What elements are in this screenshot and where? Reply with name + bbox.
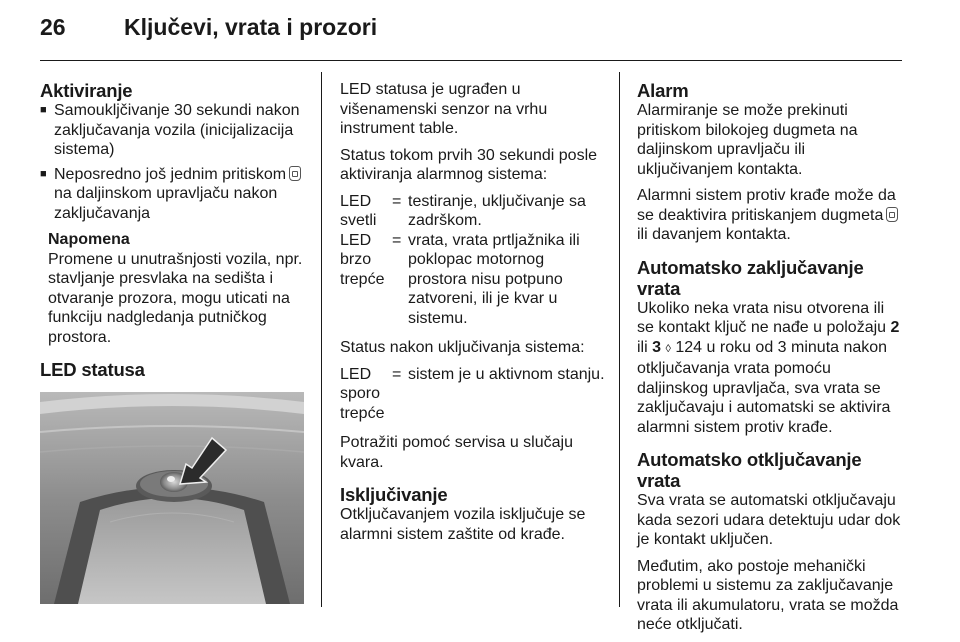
definition-row xyxy=(340,192,606,231)
position-3: 3 xyxy=(652,338,662,356)
alarm-heading: Alarm xyxy=(637,80,689,101)
definition-description: testiranje, uključivanje sa zadrškom. xyxy=(408,192,586,229)
definition-equals: = xyxy=(392,365,402,383)
bullet-square-icon: ■ xyxy=(40,167,47,180)
led-status-heading: LED statusa xyxy=(40,359,145,380)
definition-term: LED sporo trepće xyxy=(340,365,385,422)
column-divider-2 xyxy=(619,72,620,607)
deactivation-heading: Isključivanje xyxy=(340,484,448,505)
led-intro-paragraph: LED statusa je ugrađen u višenamenski senzor na vrhu instrument table. xyxy=(340,81,548,137)
definition-row xyxy=(340,365,606,424)
autolock-text-end: 124 u roku od 3 minuta nakon otključavanja vrata pomoću daljinskog upravljača, sva vrata se zaključavaju i automatski se aktivira alarmni sistem protiv krađe. xyxy=(637,338,891,436)
autolock-text-start: Ukoliko neka vrata nisu otvorena ili se kontakt ključ ne nađe u položaju xyxy=(637,299,887,336)
definition-description: sistem je u aktivnom stanju. xyxy=(408,365,605,383)
definition-equals: = xyxy=(392,192,402,210)
autounlock-paragraph-1: Sva vrata se automatski otključavaju kada sezori udara detektuju udar dok je kontakt uključen. xyxy=(637,492,901,548)
bullet-text-start: Neposredno još jednim pritiskom xyxy=(54,165,287,183)
column-1 xyxy=(40,80,308,604)
definition-row xyxy=(340,231,606,329)
activation-heading: Aktiviranje xyxy=(40,80,133,101)
page-title: Ključevi, vrata i prozori xyxy=(124,14,378,40)
position-2: 2 xyxy=(890,319,900,336)
note-text: Promene u unutrašnjosti vozila, npr. stavljanje presvlaka na sedišta i otvaranje prozora, mogu uticati na funkciju nadgledanja putničkog prostora. xyxy=(48,250,303,346)
alarm-text-start: Alarmni sistem protiv krađe može da se deaktivira pritiskanjem dugmeta xyxy=(637,187,896,224)
alarm-text-end: ili davanjem kontakta. xyxy=(637,226,791,243)
page-header xyxy=(40,14,377,50)
autounlock-heading: Automatsko otključavanje vrata xyxy=(637,449,862,491)
column-divider-1 xyxy=(321,72,322,607)
status-first-paragraph: Status tokom prvih 30 sekundi posle aktiviranja alarmnog sistema: xyxy=(340,146,598,183)
alarm-paragraph-1: Alarmiranje se može prekinuti pritiskom bilokojeg dugmeta na daljinskom upravljaču ili uključivanjem kontakta. xyxy=(637,102,858,178)
dashboard-sensor-illustration xyxy=(40,392,304,604)
status-definition-list-1 xyxy=(340,192,606,329)
lock-key-icon xyxy=(289,166,301,181)
autolock-paragraph xyxy=(637,299,905,438)
list-item xyxy=(40,101,308,160)
autolock-heading: Automatsko zaključavanje vrata xyxy=(637,256,864,299)
lock-key-icon xyxy=(886,207,898,222)
column-2 xyxy=(340,80,606,551)
page-reference-icon[interactable]: ◊ xyxy=(665,342,671,355)
deactivation-paragraph: Otključavanjem vozila isključuje se alarmni sistem zaštite od krađe. xyxy=(340,506,586,543)
page-number: 26 xyxy=(40,14,66,40)
led-sensor-photo xyxy=(40,392,304,604)
bullet-text-end: na daljinskom upravljaču nakon zaključavanja xyxy=(54,185,278,222)
list-item-text: Samoukljčivanje 30 sekundi nakon zaključavanja vozila (inicijalizacija sistema) xyxy=(54,102,300,158)
definition-term: LED brzo trepće xyxy=(340,231,385,288)
note-box xyxy=(40,230,308,347)
list-item-text xyxy=(54,165,308,224)
service-paragraph: Potražiti pomoć servisa u slučaju kvara. xyxy=(340,434,573,471)
activation-list xyxy=(40,101,308,223)
status-after-paragraph: Status nakon uključivanja sistema: xyxy=(340,339,585,356)
header-rule xyxy=(40,60,902,61)
alarm-paragraph-2 xyxy=(637,186,905,245)
definition-term: LED svetli xyxy=(340,192,377,229)
list-item xyxy=(40,165,308,224)
status-definition-list-2 xyxy=(340,365,606,424)
bullet-square-icon: ■ xyxy=(40,104,47,116)
definition-equals: = xyxy=(392,231,402,249)
definition-description: vrata, vrata prtljažnika ili poklopac motornog prostora nisu potpuno zatvoreni, ili je kvar u sistemu. xyxy=(408,231,580,327)
note-title: Napomena xyxy=(48,231,130,248)
conjunction: ili xyxy=(637,338,648,356)
column-3 xyxy=(637,80,905,642)
autounlock-paragraph-2: Međutim, ako postoje mehanički problemi u sistemu za zaključavanje vrata ili akumulatoru, vrata se možda neće otključati. xyxy=(637,557,899,633)
